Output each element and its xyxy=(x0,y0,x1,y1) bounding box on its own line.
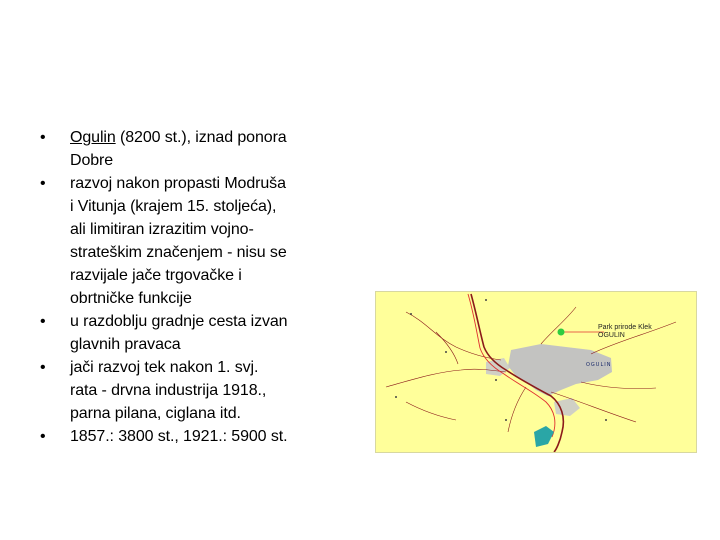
bullet-marker: • xyxy=(40,129,46,146)
bullet-text: u razdoblju gradnje cesta izvan glavnih pravaca xyxy=(70,313,288,353)
bullet-marker: • xyxy=(40,428,46,445)
bullet-item xyxy=(40,356,352,425)
bullet-text: razvoj nakon propasti Modruša i Vitunja (krajem 15. stoljeća), ali limitiran izrazitim vojno- strateškim značenjem - nisu se razvijale jače trgovačke i obrtničke funkcije xyxy=(70,175,287,307)
bullet-marker: • xyxy=(40,359,46,376)
park-label: Park prirode Klek OGULIN xyxy=(598,324,652,339)
ogulin-map-image xyxy=(375,291,697,453)
built-up-area xyxy=(486,358,510,376)
city-label: OGULIN xyxy=(586,362,612,368)
bullet-text: (8200 st.), iznad ponora Dobre xyxy=(70,129,287,169)
ogulin-link[interactable]: Ogulin xyxy=(70,129,116,146)
bullet-item xyxy=(40,172,352,310)
bullet-item xyxy=(40,310,352,356)
bullet-list xyxy=(40,126,352,448)
bullet-marker: • xyxy=(40,175,46,192)
lake xyxy=(534,426,554,447)
map-drawing xyxy=(376,292,696,452)
bullet-text: 1857.: 3800 st., 1921.: 5900 st. xyxy=(70,428,288,445)
park-marker xyxy=(558,329,565,336)
bullet-item xyxy=(40,126,352,172)
bullet-item xyxy=(40,425,352,448)
bullet-marker: • xyxy=(40,313,46,330)
bullet-text: jači razvoj tek nakon 1. svj. rata - drvna industrija 1918., parna pilana, ciglana itd. xyxy=(70,359,267,422)
